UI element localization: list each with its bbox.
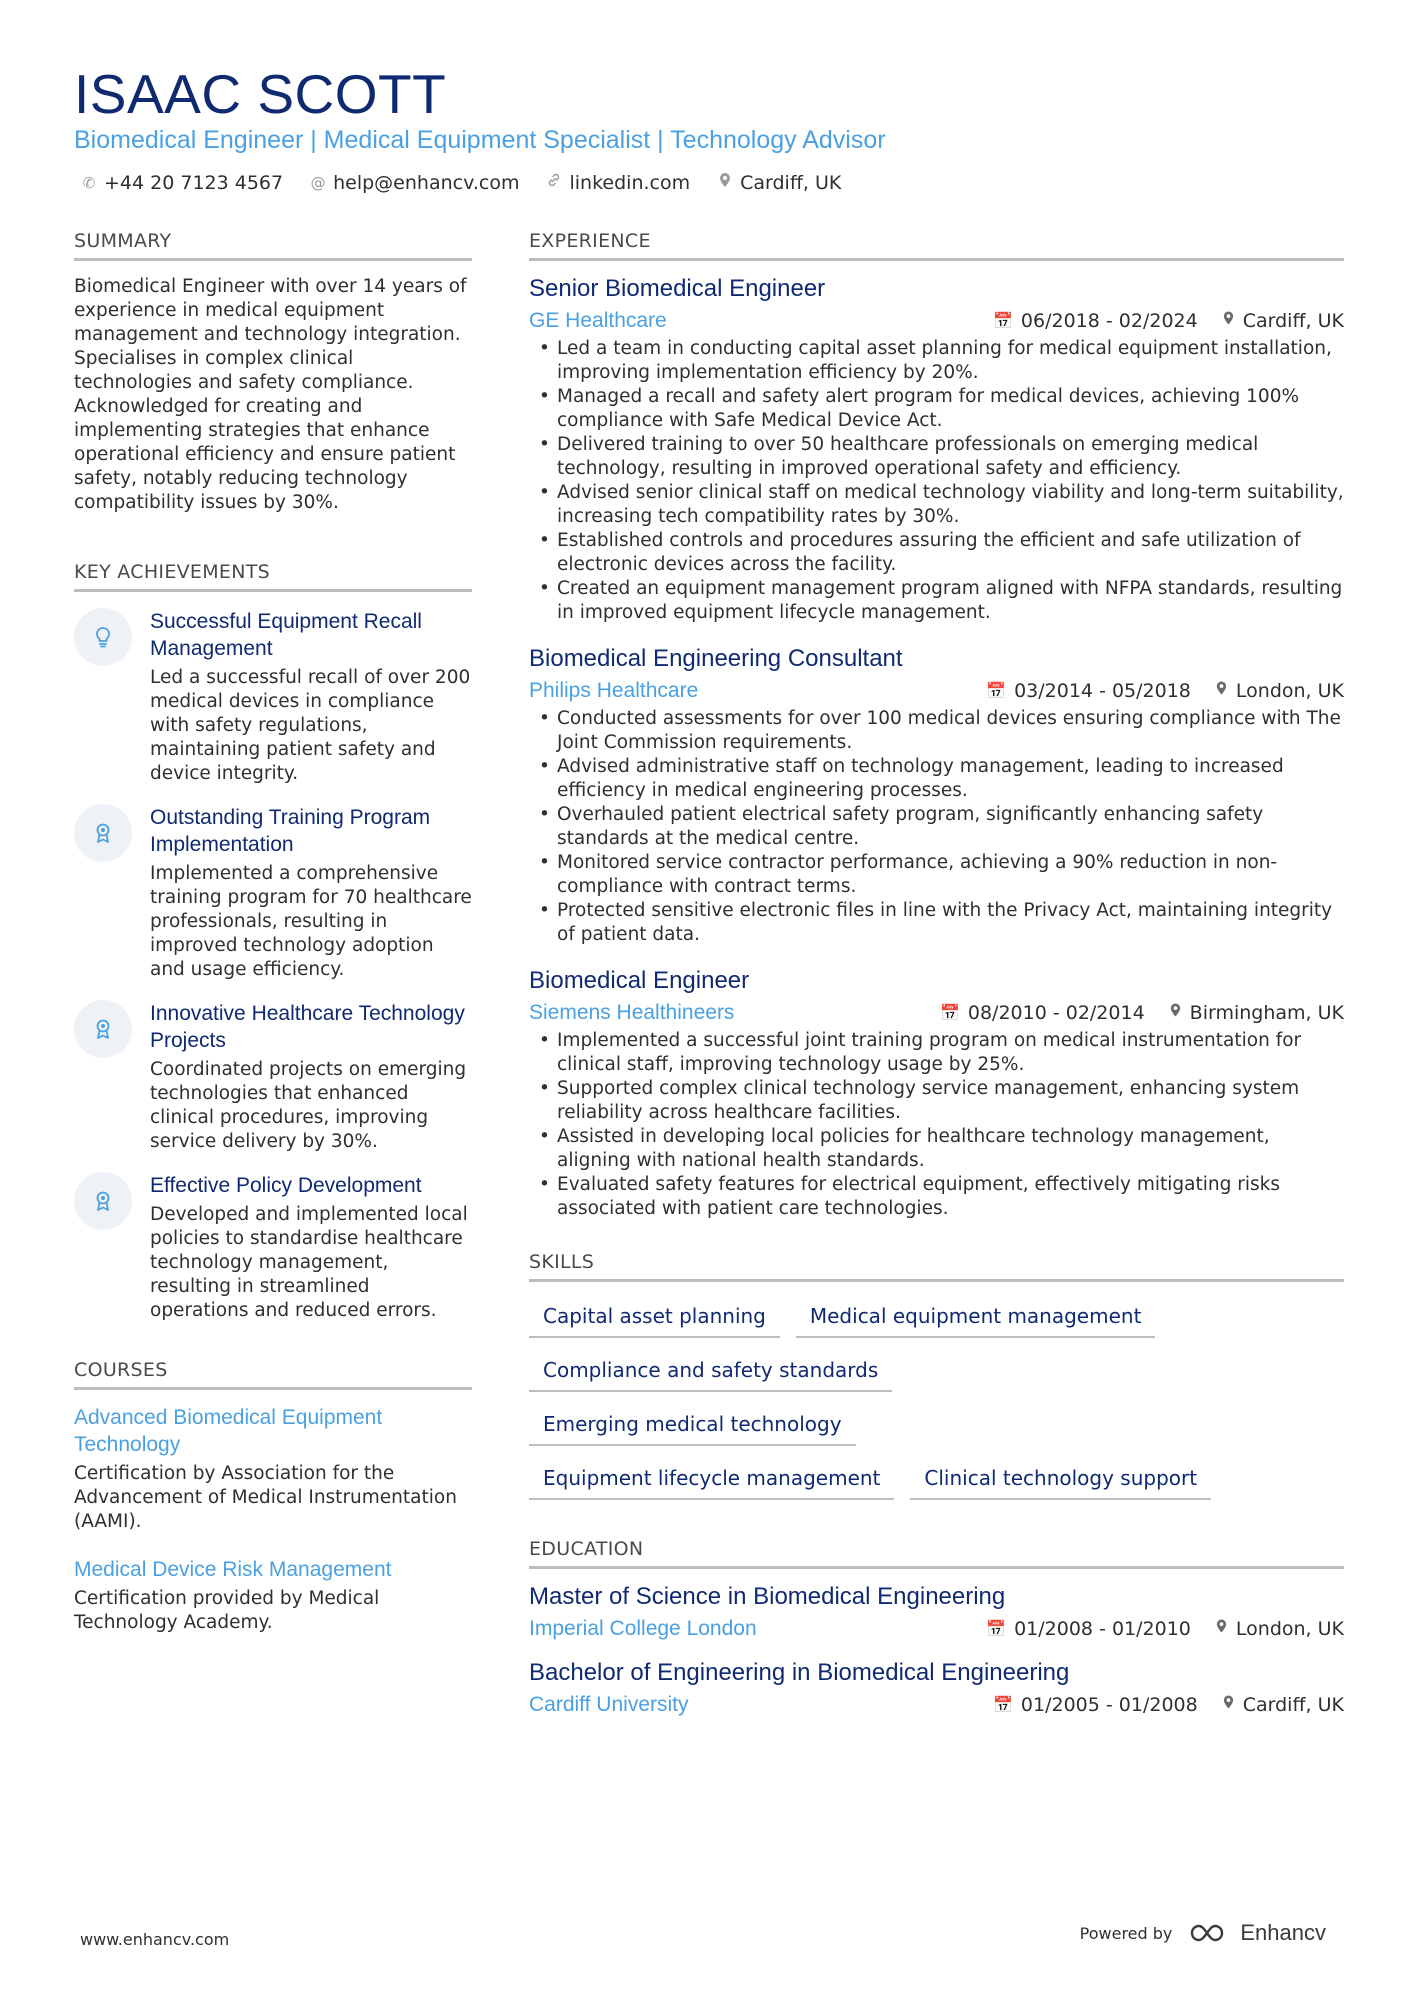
job-title: Biomedical Engineer	[529, 967, 750, 994]
skill-tag: Compliance and safety standards	[529, 1352, 892, 1392]
achievement-text: Developed and implemented local policies to standardise healthcare technology management, resulting in streamlined operations and reduced errors.	[150, 1204, 468, 1321]
course-item	[74, 1404, 472, 1534]
link-icon	[545, 170, 563, 196]
achievement-title: Outstanding Training Program Implementation	[150, 806, 431, 856]
enhancv-logo[interactable]	[1188, 1920, 1326, 1946]
award-icon	[74, 1172, 132, 1230]
skill-tag: Clinical technology support	[910, 1460, 1211, 1500]
job-title: Biomedical Engineering Consultant	[529, 645, 903, 672]
experience-section	[529, 228, 1344, 1221]
right-column	[529, 228, 1344, 1733]
contact-phone	[80, 170, 283, 196]
job-bullet: • Overhauled patient electrical safety program, significantly enhancing safety standards at the medical centre.	[529, 803, 1344, 851]
company-name: Siemens Healthineers	[529, 1001, 735, 1024]
job-bullet: • Evaluated safety features for electrical equipment, effectively mitigating risks associated with patient care technologies.	[529, 1173, 1344, 1221]
job-bullet: • Assisted in developing local policies for healthcare technology management, aligning with national health standards.	[529, 1125, 1344, 1173]
school-name: Imperial College London	[529, 1617, 757, 1640]
achievement-item	[74, 1172, 472, 1323]
footer-website[interactable]: www.enhancv.com	[80, 1930, 230, 1949]
job-bullet: • Advised senior clinical staff on medical technology viability and long-term suitability, increasing tech compatibility rates by 30%.	[529, 481, 1344, 529]
candidate-name: ISAAC SCOTT	[74, 63, 447, 125]
degree-title: Master of Science in Biomedical Engineering	[529, 1583, 1006, 1610]
contact-phone-text: +44 20 7123 4567	[104, 172, 284, 194]
calendar-icon: 📅	[993, 1695, 1013, 1714]
school-name: Cardiff University	[529, 1693, 689, 1716]
job-bullet: • Advised administrative staff on technology management, leading to increased efficiency in medical engineering processes.	[529, 755, 1344, 803]
location-pin-icon	[716, 170, 734, 196]
job-dates: 03/2014 - 05/2018	[1014, 680, 1191, 702]
left-column	[74, 228, 472, 1657]
skills-title: SKILLS	[529, 1249, 1344, 1282]
candidate-headline: Biomedical Engineer | Medical Equipment Specialist | Technology Advisor	[74, 126, 886, 154]
achievement-text: Led a successful recall of over 200 medical devices in compliance with safety regulations, maintaining patient safety and device integrity.	[150, 667, 471, 784]
job-entry	[529, 643, 1344, 947]
achievement-text: Implemented a comprehensive training program for 70 healthcare professionals, resulting in improved technology adoption and usage efficiency.	[150, 863, 472, 980]
company-name: Philips Healthcare	[529, 679, 699, 702]
location-pin-icon	[1222, 308, 1235, 334]
contact-linkedin-text: linkedin.com	[569, 172, 691, 194]
achievements-title: KEY ACHIEVEMENTS	[74, 559, 472, 592]
achievement-item	[74, 608, 472, 786]
skill-tag: Equipment lifecycle management	[529, 1460, 894, 1500]
education-location: London, UK	[1235, 1618, 1344, 1640]
job-bullet: • Supported complex clinical technology service management, enhancing system reliability across healthcare facilities.	[529, 1077, 1344, 1125]
achievement-title: Effective Policy Development	[150, 1174, 422, 1197]
calendar-icon: 📅	[986, 681, 1007, 700]
summary-section	[74, 228, 472, 515]
award-icon	[74, 804, 132, 862]
education-location: Cardiff, UK	[1242, 1694, 1344, 1716]
achievements-section	[74, 559, 472, 1323]
education-section	[529, 1536, 1344, 1719]
job-bullet: • Conducted assessments for over 100 medical devices ensuring compliance with The Joint Commission requirements.	[529, 707, 1344, 755]
contact-linkedin[interactable]	[545, 170, 690, 196]
location-pin-icon	[1215, 1616, 1228, 1642]
job-location: London, UK	[1235, 680, 1344, 702]
courses-title: COURSES	[74, 1357, 472, 1390]
education-title: EDUCATION	[529, 1536, 1344, 1569]
experience-title: EXPERIENCE	[529, 228, 1344, 261]
powered-by-label: Powered by	[1079, 1923, 1173, 1943]
infinity-logo-icon	[1188, 1922, 1232, 1944]
contact-email-text: help@enhancv.com	[333, 172, 520, 194]
calendar-icon: 📅	[939, 1003, 960, 1022]
course-text: Certification provided by Medical Technology Academy.	[74, 1588, 380, 1633]
job-bullets	[529, 1029, 1344, 1221]
brand-name: Enhancv	[1240, 1920, 1326, 1945]
contact-location-text: Cardiff, UK	[740, 172, 842, 194]
location-pin-icon	[1215, 678, 1228, 704]
summary-title: SUMMARY	[74, 228, 472, 261]
education-dates: 01/2005 - 01/2008	[1020, 1694, 1198, 1716]
calendar-icon: 📅	[993, 311, 1013, 330]
job-bullet: • Implemented a successful joint training program on medical instrumentation for clinical staff, improving technology usage by 25%.	[529, 1029, 1344, 1077]
job-bullet: • Monitored service contractor performance, achieving a 90% reduction in non-compliance with contract terms.	[529, 851, 1344, 899]
location-pin-icon	[1169, 1000, 1182, 1026]
location-pin-icon	[1222, 1692, 1235, 1718]
achievement-text: Coordinated projects on emerging technologies that enhanced clinical procedures, improving service delivery by 30%.	[150, 1059, 467, 1152]
job-bullet: • Managed a recall and safety alert program for medical devices, achieving 100% compliance with Safe Medical Device Act.	[529, 385, 1344, 433]
education-item	[529, 1657, 1344, 1719]
job-bullets	[529, 707, 1344, 947]
job-bullet: • Created an equipment management program aligned with NFPA standards, resulting in improved equipment lifecycle management.	[529, 577, 1344, 625]
job-entry	[529, 273, 1344, 625]
skill-tag: Emerging medical technology	[529, 1406, 856, 1446]
course-text: Certification by Association for the Advancement of Medical Instrumentation (AAMI).	[74, 1463, 457, 1532]
job-bullet: • Protected sensitive electronic files in line with the Privacy Act, maintaining integrity of patient data.	[529, 899, 1344, 947]
course-title: Medical Device Risk Management	[74, 1558, 392, 1581]
award-icon	[74, 1000, 132, 1058]
company-name: GE Healthcare	[529, 309, 667, 332]
course-title: Advanced Biomedical Equipment Technology	[74, 1406, 383, 1456]
job-entry	[529, 965, 1344, 1221]
footer-branding	[1080, 1920, 1326, 1946]
contact-location	[716, 170, 841, 196]
at-icon: @	[310, 174, 326, 192]
skill-tag: Capital asset planning	[529, 1298, 780, 1338]
phone-icon: ✆	[82, 174, 96, 192]
achievement-title: Successful Equipment Recall Management	[150, 610, 422, 660]
job-bullet: • Established controls and procedures assuring the efficient and safe utilization of electronic devices across the facility.	[529, 529, 1344, 577]
job-dates: 08/2010 - 02/2014	[967, 1002, 1145, 1024]
job-location: Cardiff, UK	[1242, 310, 1344, 332]
job-bullet: • Led a team in conducting capital asset planning for medical equipment installation, improving implementation efficiency by 20%.	[529, 337, 1344, 385]
lightbulb-icon	[74, 608, 132, 666]
skills-list	[529, 1298, 1229, 1500]
degree-title: Bachelor of Engineering in Biomedical Engineering	[529, 1659, 1070, 1686]
education-item	[529, 1581, 1344, 1643]
job-bullets	[529, 337, 1344, 625]
achievement-title: Innovative Healthcare Technology Projects	[150, 1002, 465, 1052]
achievement-item	[74, 1000, 472, 1154]
job-dates: 06/2018 - 02/2024	[1020, 310, 1198, 332]
summary-text: Biomedical Engineer with over 14 years of experience in medical equipment management and technology integration. Specialises in complex clinical technologies and safety compliance. Acknowledged for creating and implementing strategies that enhance operational efficiency and ensure patient safety, notably reducing technology compatibility issues by 30%.	[74, 276, 467, 513]
course-item	[74, 1556, 472, 1635]
job-title: Senior Biomedical Engineer	[529, 275, 826, 302]
achievement-item	[74, 804, 472, 982]
skill-tag: Medical equipment management	[796, 1298, 1156, 1338]
courses-section	[74, 1357, 472, 1635]
skills-section	[529, 1249, 1344, 1500]
education-dates: 01/2008 - 01/2010	[1014, 1618, 1191, 1640]
job-location: Birmingham, UK	[1189, 1002, 1344, 1024]
calendar-icon: 📅	[986, 1619, 1007, 1638]
contact-bar	[80, 170, 841, 196]
contact-email[interactable]	[309, 170, 519, 196]
job-bullet: • Delivered training to over 50 healthcare professionals on emerging medical technology, resulting in improved operational safety and efficiency.	[529, 433, 1344, 481]
